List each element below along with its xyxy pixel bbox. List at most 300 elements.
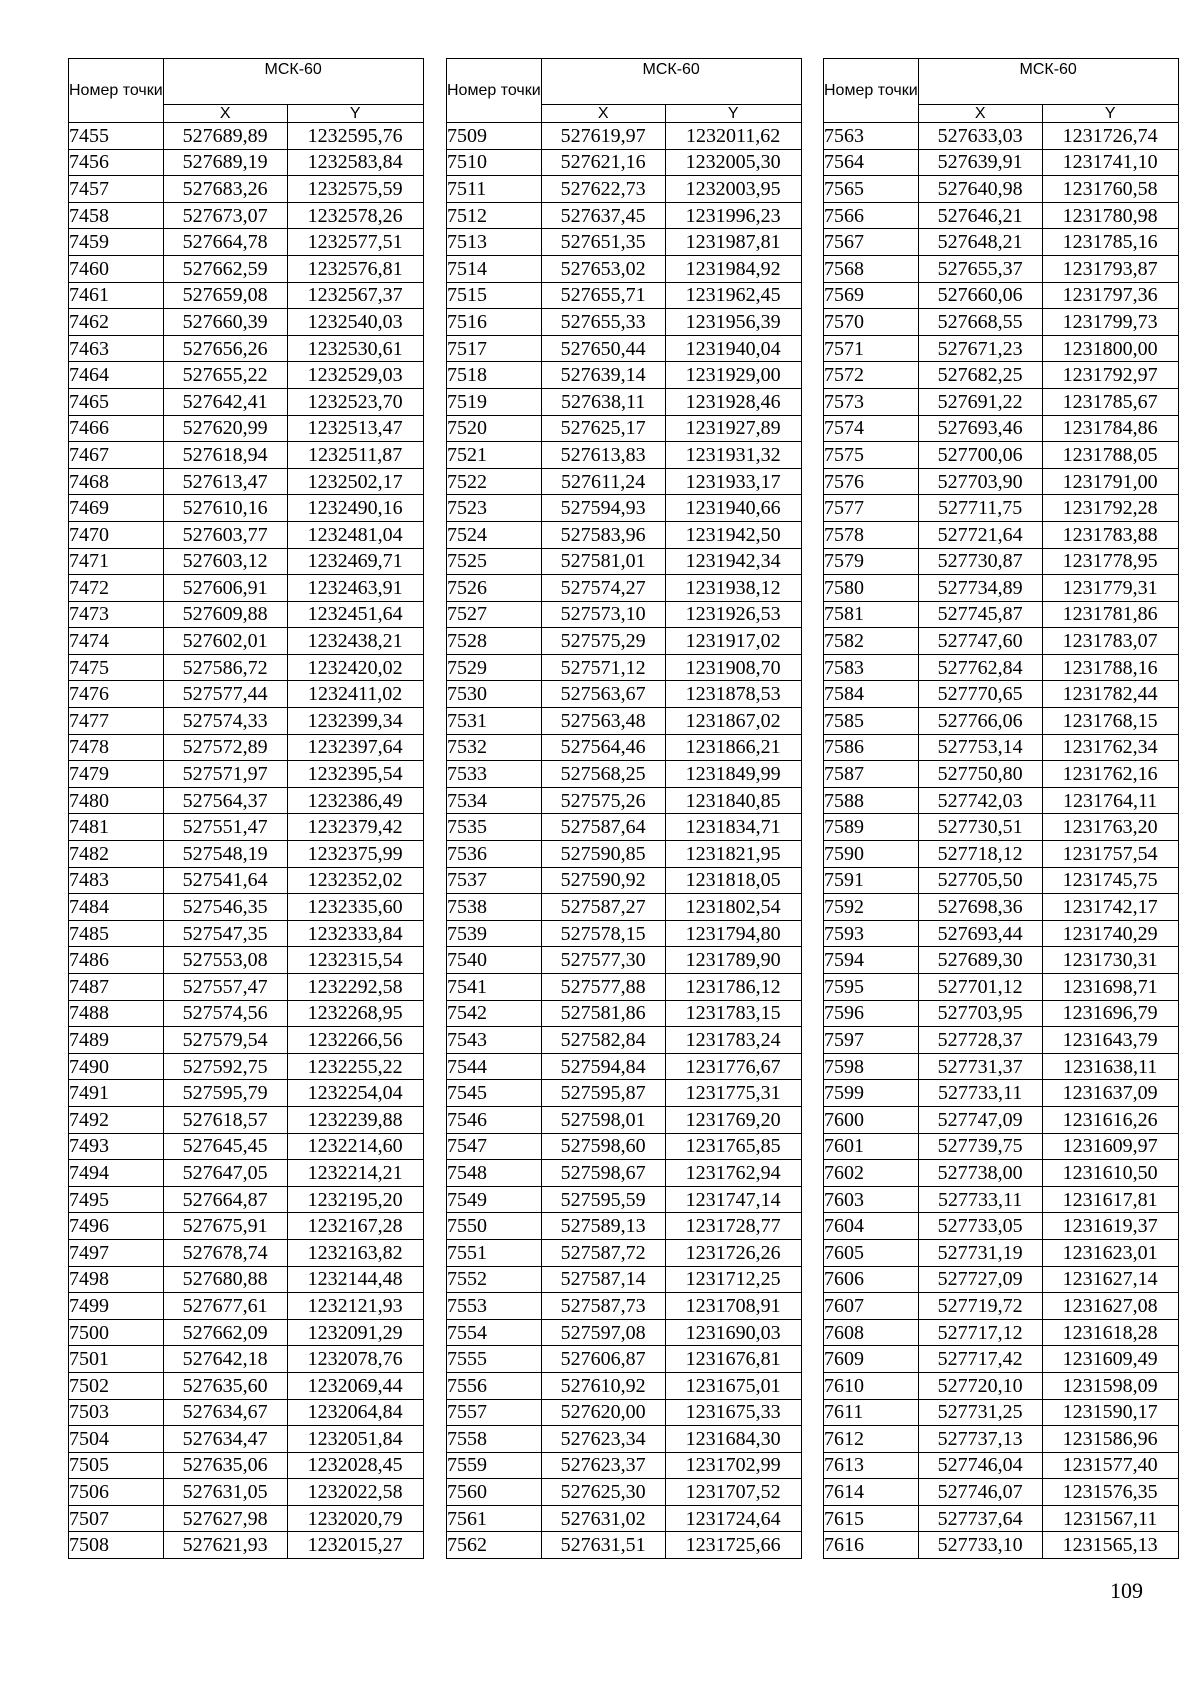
x-value: 527639,91: [918, 149, 1042, 176]
table-row: [69, 1426, 424, 1453]
point-number: 7606: [824, 1266, 919, 1293]
point-number: 7522: [447, 468, 542, 495]
x-value: 527563,48: [541, 708, 665, 735]
y-value: 1231840,85: [665, 787, 801, 814]
point-number: 7593: [824, 920, 919, 947]
point-number: 7530: [447, 681, 542, 708]
x-value: 527625,17: [541, 415, 665, 442]
table-row: [447, 1505, 802, 1532]
table-row: [69, 1186, 424, 1213]
x-value: 527651,35: [541, 229, 665, 256]
y-value: 1231878,53: [665, 681, 801, 708]
table-row: [69, 1452, 424, 1479]
point-number: 7613: [824, 1452, 919, 1479]
y-value: 1231788,16: [1042, 654, 1178, 681]
point-number: 7574: [824, 415, 919, 442]
table-row: [69, 1080, 424, 1107]
table-row: [824, 149, 1179, 176]
point-number: 7506: [69, 1479, 164, 1506]
table-row: [447, 495, 802, 522]
y-value: 1231762,34: [1042, 734, 1178, 761]
table-row: [824, 442, 1179, 469]
table-row: [69, 894, 424, 921]
table-row: [447, 442, 802, 469]
x-value: 527577,30: [541, 947, 665, 974]
y-value: 1231760,58: [1042, 176, 1178, 203]
x-value: 527718,12: [918, 841, 1042, 868]
x-value: 527587,73: [541, 1293, 665, 1320]
x-value: 527579,54: [163, 1027, 287, 1054]
point-number: 7580: [824, 575, 919, 602]
x-value: 527618,94: [163, 442, 287, 469]
x-value: 527564,46: [541, 734, 665, 761]
table-row: [69, 521, 424, 548]
table-row: [824, 1080, 1179, 1107]
y-value: 1232386,49: [287, 787, 423, 814]
x-value: 527557,47: [163, 974, 287, 1001]
x-value: 527662,09: [163, 1319, 287, 1346]
x-value: 527642,18: [163, 1346, 287, 1373]
y-value: 1232015,27: [287, 1532, 423, 1559]
table-row: [447, 1532, 802, 1559]
y-value: 1231724,64: [665, 1505, 801, 1532]
x-value: 527648,21: [918, 229, 1042, 256]
point-number: 7500: [69, 1319, 164, 1346]
table-row: [69, 123, 424, 150]
point-number: 7504: [69, 1426, 164, 1453]
y-value: 1232438,21: [287, 628, 423, 655]
x-value: 527719,72: [918, 1293, 1042, 1320]
table-row: [69, 1505, 424, 1532]
point-number: 7585: [824, 708, 919, 735]
y-value: 1232255,22: [287, 1053, 423, 1080]
x-value: 527547,35: [163, 920, 287, 947]
y-value: 1231762,94: [665, 1160, 801, 1187]
x-value: 527637,45: [541, 202, 665, 229]
table-row: [824, 1239, 1179, 1266]
y-value: 1231765,85: [665, 1133, 801, 1160]
table-row: [824, 1319, 1179, 1346]
y-value: 1231927,89: [665, 415, 801, 442]
table-row: [69, 229, 424, 256]
point-number: 7573: [824, 388, 919, 415]
y-value: 1231741,10: [1042, 149, 1178, 176]
table-row: [824, 415, 1179, 442]
x-value: 527721,64: [918, 521, 1042, 548]
point-number: 7546: [447, 1106, 542, 1133]
x-value: 527623,34: [541, 1426, 665, 1453]
y-value: 1231800,00: [1042, 335, 1178, 362]
x-value: 527563,67: [541, 681, 665, 708]
x-value: 527613,47: [163, 468, 287, 495]
table-row: [447, 1452, 802, 1479]
y-value: 1231789,90: [665, 947, 801, 974]
x-value: 527671,23: [918, 335, 1042, 362]
y-value: 1232069,44: [287, 1372, 423, 1399]
point-number: 7505: [69, 1452, 164, 1479]
point-number: 7551: [447, 1239, 542, 1266]
x-header: X: [541, 105, 665, 123]
point-number: 7575: [824, 442, 919, 469]
point-number: 7508: [69, 1532, 164, 1559]
table-row: [69, 442, 424, 469]
table-row: [447, 1346, 802, 1373]
x-value: 527731,37: [918, 1053, 1042, 1080]
y-value: 1231933,17: [665, 468, 801, 495]
table-row: [447, 681, 802, 708]
x-value: 527701,12: [918, 974, 1042, 1001]
coordinate-system-header: МСК-60: [163, 59, 423, 105]
point-number: 7511: [447, 176, 542, 203]
point-number: 7610: [824, 1372, 919, 1399]
y-value: 1231849,99: [665, 761, 801, 788]
table-row: [447, 734, 802, 761]
table-row: [824, 1293, 1179, 1320]
point-number-header: Номер точки: [447, 59, 542, 123]
point-number: 7563: [824, 123, 919, 150]
x-value: 527693,44: [918, 920, 1042, 947]
y-value: 1231783,24: [665, 1027, 801, 1054]
point-number: 7496: [69, 1213, 164, 1240]
x-value: 527571,12: [541, 654, 665, 681]
y-value: 1232511,87: [287, 442, 423, 469]
table-row: [824, 947, 1179, 974]
x-value: 527574,56: [163, 1000, 287, 1027]
y-value: 1232167,28: [287, 1213, 423, 1240]
point-number: 7616: [824, 1532, 919, 1559]
y-value: 1232523,70: [287, 388, 423, 415]
y-value: 1231956,39: [665, 309, 801, 336]
y-value: 1231818,05: [665, 867, 801, 894]
y-value: 1232576,81: [287, 255, 423, 282]
point-number: 7480: [69, 787, 164, 814]
point-number: 7571: [824, 335, 919, 362]
y-value: 1231962,45: [665, 282, 801, 309]
x-value: 527668,55: [918, 309, 1042, 336]
x-value: 527747,09: [918, 1106, 1042, 1133]
table-row: [447, 1372, 802, 1399]
point-number: 7565: [824, 176, 919, 203]
table-row: [447, 1213, 802, 1240]
table-row: [447, 282, 802, 309]
table-row: [824, 841, 1179, 868]
table-row: [447, 708, 802, 735]
table-row: [824, 548, 1179, 575]
table-row: [824, 1053, 1179, 1080]
y-value: 1232567,37: [287, 282, 423, 309]
point-number: 7549: [447, 1186, 542, 1213]
x-value: 527622,73: [541, 176, 665, 203]
point-number: 7542: [447, 1000, 542, 1027]
y-value: 1231747,14: [665, 1186, 801, 1213]
table-row: [447, 1080, 802, 1107]
table-row: [824, 761, 1179, 788]
x-value: 527619,97: [541, 123, 665, 150]
y-value: 1231586,96: [1042, 1426, 1178, 1453]
y-value: 1232352,02: [287, 867, 423, 894]
y-value: 1231707,52: [665, 1479, 801, 1506]
y-value: 1232195,20: [287, 1186, 423, 1213]
x-value: 527610,92: [541, 1372, 665, 1399]
table-row: [447, 521, 802, 548]
point-number: 7532: [447, 734, 542, 761]
x-value: 527703,95: [918, 1000, 1042, 1027]
point-number: 7488: [69, 1000, 164, 1027]
point-number: 7491: [69, 1080, 164, 1107]
point-number: 7614: [824, 1479, 919, 1506]
y-value: 1232502,17: [287, 468, 423, 495]
point-number: 7476: [69, 681, 164, 708]
point-number: 7475: [69, 654, 164, 681]
table-row: [69, 1266, 424, 1293]
point-number-header: Номер точки: [69, 59, 164, 123]
y-value: 1232375,99: [287, 841, 423, 868]
point-number: 7541: [447, 974, 542, 1001]
table-row: [824, 1106, 1179, 1133]
table-row: [69, 761, 424, 788]
point-number: 7474: [69, 628, 164, 655]
point-number: 7485: [69, 920, 164, 947]
y-value: 1231616,26: [1042, 1106, 1178, 1133]
x-value: 527659,08: [163, 282, 287, 309]
point-number: 7486: [69, 947, 164, 974]
x-value: 527574,27: [541, 575, 665, 602]
x-value: 527683,26: [163, 176, 287, 203]
x-value: 527595,59: [541, 1186, 665, 1213]
y-header: Y: [665, 105, 801, 123]
point-number: 7527: [447, 601, 542, 628]
y-value: 1231779,31: [1042, 575, 1178, 602]
coordinate-system-header: МСК-60: [918, 59, 1178, 105]
table-row: [447, 1266, 802, 1293]
point-number: 7609: [824, 1346, 919, 1373]
y-value: 1231776,67: [665, 1053, 801, 1080]
point-number: 7547: [447, 1133, 542, 1160]
x-value: 527577,88: [541, 974, 665, 1001]
point-number: 7492: [69, 1106, 164, 1133]
y-value: 1231996,23: [665, 202, 801, 229]
point-number: 7461: [69, 282, 164, 309]
x-value: 527703,90: [918, 468, 1042, 495]
point-number: 7612: [824, 1426, 919, 1453]
x-value: 527660,06: [918, 282, 1042, 309]
table-row: [69, 1319, 424, 1346]
y-value: 1231567,11: [1042, 1505, 1178, 1532]
table-row: [447, 787, 802, 814]
y-value: 1231762,16: [1042, 761, 1178, 788]
table-row: [824, 974, 1179, 1001]
y-value: 1231623,01: [1042, 1239, 1178, 1266]
x-value: 527705,50: [918, 867, 1042, 894]
x-value: 527691,22: [918, 388, 1042, 415]
table-row: [69, 1399, 424, 1426]
point-number: 7559: [447, 1452, 542, 1479]
x-value: 527750,80: [918, 761, 1042, 788]
x-value: 527675,91: [163, 1213, 287, 1240]
point-number: 7589: [824, 814, 919, 841]
table-row: [824, 575, 1179, 602]
y-value: 1231926,53: [665, 601, 801, 628]
x-value: 527655,71: [541, 282, 665, 309]
table-row: [447, 123, 802, 150]
y-value: 1232333,84: [287, 920, 423, 947]
x-value: 527620,00: [541, 1399, 665, 1426]
table-row: [824, 1452, 1179, 1479]
x-value: 527746,07: [918, 1479, 1042, 1506]
x-value: 527640,98: [918, 176, 1042, 203]
y-value: 1231821,95: [665, 841, 801, 868]
y-value: 1231794,80: [665, 920, 801, 947]
point-number: 7599: [824, 1080, 919, 1107]
table-row: [824, 1027, 1179, 1054]
x-value: 527587,14: [541, 1266, 665, 1293]
table-row: [824, 814, 1179, 841]
x-value: 527734,89: [918, 575, 1042, 602]
point-number: 7540: [447, 947, 542, 974]
table-row: [824, 468, 1179, 495]
x-value: 527609,88: [163, 601, 287, 628]
x-value: 527731,19: [918, 1239, 1042, 1266]
y-value: 1232254,04: [287, 1080, 423, 1107]
x-value: 527598,60: [541, 1133, 665, 1160]
x-value: 527571,97: [163, 761, 287, 788]
x-value: 527586,72: [163, 654, 287, 681]
x-value: 527620,99: [163, 415, 287, 442]
x-value: 527621,93: [163, 1532, 287, 1559]
table-row: [69, 149, 424, 176]
point-number: 7590: [824, 841, 919, 868]
x-value: 527634,67: [163, 1399, 287, 1426]
coordinate-table-3: [823, 58, 1179, 1559]
table-row: [824, 229, 1179, 256]
y-value: 1231577,40: [1042, 1452, 1178, 1479]
y-value: 1232490,16: [287, 495, 423, 522]
table-row: [447, 761, 802, 788]
table-row: [69, 787, 424, 814]
point-number: 7457: [69, 176, 164, 203]
x-value: 527738,00: [918, 1160, 1042, 1187]
point-number: 7471: [69, 548, 164, 575]
table-row: [824, 654, 1179, 681]
y-value: 1232266,56: [287, 1027, 423, 1054]
x-value: 527746,04: [918, 1452, 1042, 1479]
x-value: 527766,06: [918, 708, 1042, 735]
x-value: 527633,03: [918, 123, 1042, 150]
x-value: 527548,19: [163, 841, 287, 868]
table-row: [447, 468, 802, 495]
y-value: 1231576,35: [1042, 1479, 1178, 1506]
y-value: 1231781,86: [1042, 601, 1178, 628]
x-value: 527594,84: [541, 1053, 665, 1080]
y-value: 1232315,54: [287, 947, 423, 974]
point-number: 7466: [69, 415, 164, 442]
point-number: 7536: [447, 841, 542, 868]
x-value: 527568,25: [541, 761, 665, 788]
point-number: 7556: [447, 1372, 542, 1399]
y-value: 1232451,64: [287, 601, 423, 628]
y-value: 1232163,82: [287, 1239, 423, 1266]
table-row: [69, 947, 424, 974]
y-value: 1231775,31: [665, 1080, 801, 1107]
point-number: 7481: [69, 814, 164, 841]
x-value: 527590,92: [541, 867, 665, 894]
x-value: 527655,33: [541, 309, 665, 336]
y-value: 1232529,03: [287, 362, 423, 389]
point-number: 7515: [447, 282, 542, 309]
y-value: 1232379,42: [287, 814, 423, 841]
y-value: 1231792,97: [1042, 362, 1178, 389]
x-value: 527553,08: [163, 947, 287, 974]
y-value: 1231791,00: [1042, 468, 1178, 495]
y-value: 1232583,84: [287, 149, 423, 176]
x-value: 527647,05: [163, 1160, 287, 1187]
table-row: [69, 1213, 424, 1240]
y-value: 1231940,66: [665, 495, 801, 522]
y-value: 1232020,79: [287, 1505, 423, 1532]
point-number: 7545: [447, 1080, 542, 1107]
point-number: 7567: [824, 229, 919, 256]
y-value: 1231565,13: [1042, 1532, 1178, 1559]
x-value: 527680,88: [163, 1266, 287, 1293]
y-value: 1231782,44: [1042, 681, 1178, 708]
point-number: 7455: [69, 123, 164, 150]
table-row: [69, 1293, 424, 1320]
table-row: [69, 202, 424, 229]
x-value: 527587,64: [541, 814, 665, 841]
x-value: 527564,37: [163, 787, 287, 814]
y-value: 1231745,75: [1042, 867, 1178, 894]
table-row: [447, 920, 802, 947]
point-number: 7592: [824, 894, 919, 921]
x-value: 527603,12: [163, 548, 287, 575]
point-number: 7615: [824, 1505, 919, 1532]
x-value: 527573,10: [541, 601, 665, 628]
x-value: 527733,11: [918, 1080, 1042, 1107]
table-row: [447, 1426, 802, 1453]
point-number: 7607: [824, 1293, 919, 1320]
x-value: 527717,42: [918, 1346, 1042, 1373]
x-value: 527587,27: [541, 894, 665, 921]
y-value: 1231788,05: [1042, 442, 1178, 469]
table-row: [447, 149, 802, 176]
y-value: 1232091,29: [287, 1319, 423, 1346]
point-number: 7462: [69, 309, 164, 336]
point-number: 7499: [69, 1293, 164, 1320]
x-value: 527594,93: [541, 495, 665, 522]
table-row: [447, 415, 802, 442]
x-value: 527678,74: [163, 1239, 287, 1266]
x-value: 527700,06: [918, 442, 1042, 469]
point-number: 7479: [69, 761, 164, 788]
y-value: 1231598,09: [1042, 1372, 1178, 1399]
table-row: [824, 388, 1179, 415]
table-row: [447, 654, 802, 681]
y-value: 1232530,61: [287, 335, 423, 362]
y-value: 1231742,17: [1042, 894, 1178, 921]
y-value: 1231917,02: [665, 628, 801, 655]
y-value: 1232214,21: [287, 1160, 423, 1187]
x-value: 527582,84: [541, 1027, 665, 1054]
x-value: 527731,25: [918, 1399, 1042, 1426]
point-number: 7473: [69, 601, 164, 628]
point-number: 7539: [447, 920, 542, 947]
y-value: 1231675,01: [665, 1372, 801, 1399]
x-value: 527689,89: [163, 123, 287, 150]
y-value: 1231708,91: [665, 1293, 801, 1320]
point-number: 7568: [824, 255, 919, 282]
x-value: 527689,19: [163, 149, 287, 176]
y-value: 1232513,47: [287, 415, 423, 442]
